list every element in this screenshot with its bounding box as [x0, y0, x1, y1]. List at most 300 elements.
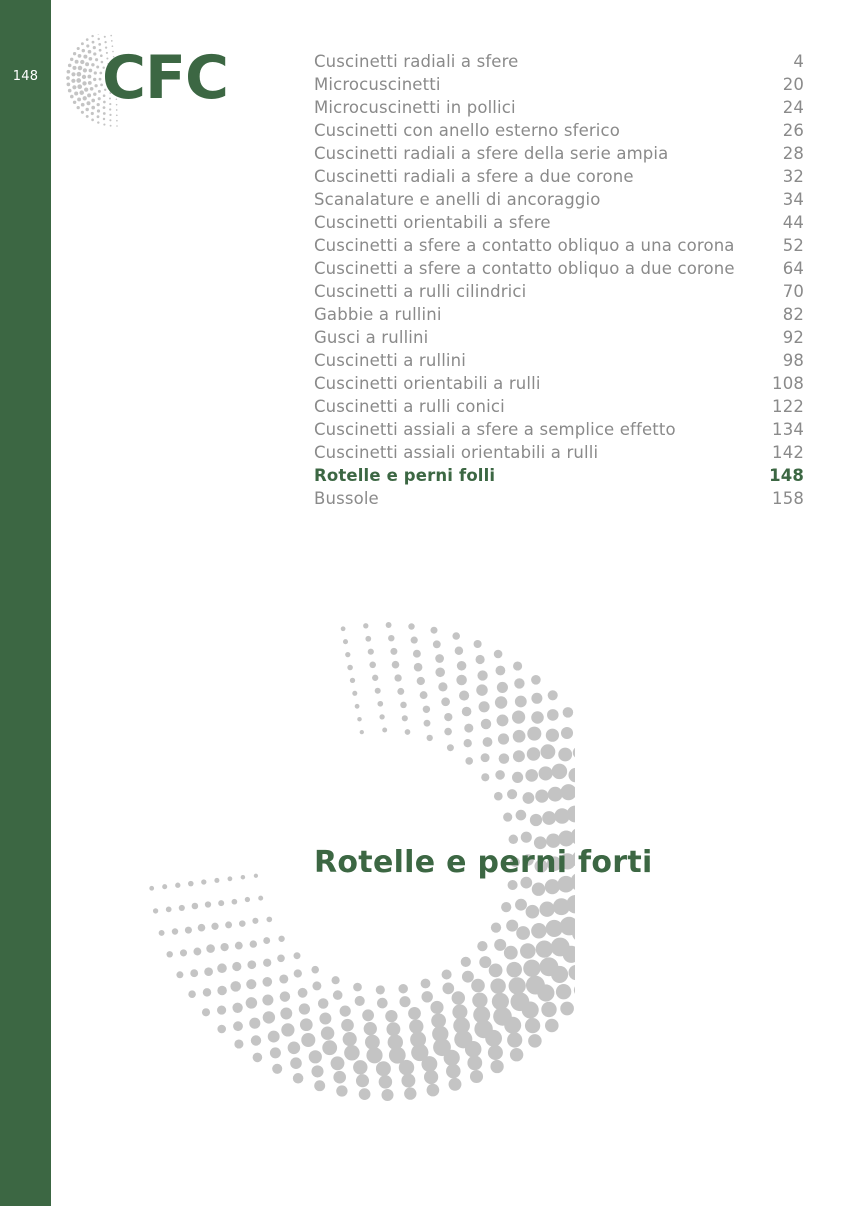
toc-entry[interactable] — [314, 188, 804, 211]
halftone-dot — [514, 678, 524, 688]
halftone-dot — [228, 876, 233, 881]
halftone-dot — [397, 688, 404, 695]
logo-dot — [97, 115, 100, 118]
toc-entry[interactable] — [314, 234, 804, 257]
halftone-dot — [202, 1008, 210, 1016]
toc-entry[interactable] — [314, 464, 804, 487]
toc-entry-page: 148 — [769, 466, 804, 485]
halftone-dot — [530, 814, 542, 826]
halftone-dot — [495, 696, 507, 708]
toc-entry-title: Cuscinetti a rulli cilindrici — [314, 282, 527, 301]
logo-dot — [82, 75, 86, 79]
halftone-dot — [507, 789, 517, 799]
logo-dot — [82, 81, 86, 85]
toc-entry-page: 122 — [772, 397, 804, 416]
halftone-dot — [545, 879, 560, 894]
logo-dot — [77, 72, 82, 77]
halftone-dot — [204, 967, 213, 976]
toc-entry[interactable] — [314, 119, 804, 142]
halftone-dot — [488, 1045, 503, 1060]
halftone-dot — [309, 1050, 322, 1063]
halftone-dot — [447, 744, 454, 751]
halftone-dot — [343, 1032, 357, 1046]
halftone-dot — [512, 772, 523, 783]
halftone-dot — [333, 1071, 346, 1084]
halftone-dot — [479, 701, 490, 712]
halftone-dot — [359, 1088, 371, 1100]
halftone-dot — [263, 1011, 275, 1023]
halftone-dot — [531, 675, 541, 685]
logo-dot — [97, 121, 99, 123]
logo-dot — [103, 118, 105, 120]
halftone-dot — [452, 632, 460, 640]
halftone-dot — [180, 949, 187, 956]
halftone-dot — [251, 1035, 261, 1045]
halftone-dot — [249, 1018, 260, 1029]
halftone-dot — [402, 715, 408, 721]
logo-dot — [86, 101, 90, 105]
halftone-dot — [560, 784, 575, 800]
halftone-dot — [340, 1006, 351, 1017]
halftone-dot — [561, 727, 573, 739]
halftone-dot — [336, 1085, 347, 1096]
halftone-dot — [503, 813, 512, 822]
halftone-dot — [206, 944, 215, 953]
halftone-dot — [558, 748, 572, 762]
halftone-dot — [232, 962, 241, 971]
logo-dot — [89, 69, 93, 73]
logo-dot — [93, 52, 96, 55]
halftone-dot — [470, 1070, 483, 1083]
halftone-dot — [427, 1084, 440, 1097]
halftone-dot — [379, 1075, 393, 1089]
halftone-dot — [444, 728, 452, 736]
halftone-dot — [421, 979, 431, 989]
toc-entry-page: 4 — [793, 52, 804, 71]
halftone-dot — [446, 1064, 461, 1079]
halftone-dot — [506, 962, 522, 978]
halftone-dot — [556, 984, 571, 999]
logo-dot — [91, 112, 94, 115]
halftone-dot — [498, 733, 509, 744]
toc-entry-title: Cuscinetti con anello esterno sferico — [314, 121, 621, 140]
halftone-dot — [540, 744, 555, 759]
halftone-dot — [288, 1042, 301, 1055]
toc-entry[interactable] — [314, 487, 804, 510]
halftone-dot — [394, 674, 401, 681]
halftone-dot — [504, 946, 518, 960]
halftone-dot — [521, 832, 532, 843]
halftone-dot — [281, 1023, 294, 1036]
halftone-dot — [381, 1089, 393, 1101]
halftone-dot — [442, 983, 454, 995]
halftone-dot — [386, 622, 392, 628]
halftone-dot — [166, 951, 172, 957]
halftone-dot — [548, 690, 558, 700]
halftone-dot — [464, 724, 473, 733]
halftone-dot — [411, 637, 418, 644]
halftone-dot — [525, 1018, 540, 1033]
logo-dot — [84, 87, 88, 91]
halftone-dot — [457, 661, 467, 671]
halftone-dot — [513, 750, 525, 762]
toc-entry-page: 28 — [782, 144, 804, 163]
halftone-dot — [464, 739, 472, 747]
halftone-dot — [508, 880, 518, 890]
toc-entry[interactable] — [314, 372, 804, 395]
logo-dot — [91, 106, 95, 110]
toc-entry[interactable] — [314, 96, 804, 119]
toc-entry[interactable] — [314, 73, 804, 96]
halftone-dot — [539, 902, 554, 917]
halftone-dot — [311, 966, 319, 974]
halftone-dot — [234, 1039, 243, 1048]
logo-dot — [77, 97, 81, 101]
logo-dot — [96, 66, 99, 69]
halftone-dot — [266, 917, 272, 923]
logo-dot — [104, 36, 106, 38]
logo-dot — [103, 124, 105, 126]
logo-dot — [111, 40, 113, 42]
logo-dot — [116, 114, 118, 116]
halftone-dot — [279, 974, 288, 983]
toc-entry-title: Rotelle e perni folli — [314, 466, 496, 485]
halftone-dot — [516, 926, 530, 940]
logo-dot — [109, 114, 111, 116]
halftone-dot — [531, 923, 546, 938]
cfc-logo — [58, 34, 233, 138]
toc-entry-page: 134 — [772, 420, 804, 439]
toc-entry-title: Cuscinetti radiali a sfere a due corone — [314, 167, 634, 186]
halftone-dot — [421, 1056, 437, 1072]
halftone-dot — [541, 1002, 556, 1017]
halftone-dot — [179, 905, 185, 911]
halftone-dot — [471, 979, 485, 993]
halftone-dot — [262, 977, 272, 987]
halftone-dot — [433, 640, 441, 648]
halftone-dot — [399, 996, 410, 1007]
halftone-dot — [510, 1048, 523, 1061]
halftone-dot — [345, 652, 350, 657]
logo-dot — [88, 50, 92, 54]
toc-entry[interactable] — [314, 395, 804, 418]
halftone-dot — [153, 908, 158, 913]
halftone-dot — [247, 960, 256, 969]
halftone-dot — [401, 1074, 415, 1088]
halftone-dot — [430, 1001, 443, 1014]
halftone-dot — [280, 991, 290, 1001]
halftone-dot — [523, 792, 535, 804]
halftone-dot — [375, 688, 381, 694]
halftone-dot — [438, 682, 447, 691]
logo-dot — [76, 78, 81, 83]
halftone-dot — [494, 650, 503, 659]
logo-dot — [75, 60, 79, 64]
logo-dot — [97, 38, 99, 40]
toc-entry-title: Cuscinetti assiali a sfere a semplice effetto — [314, 420, 676, 439]
toc-entry[interactable] — [314, 280, 804, 303]
halftone-dot — [542, 811, 556, 825]
halftone-dot — [366, 1047, 382, 1063]
halftone-dot — [408, 623, 414, 629]
logo-dot — [68, 89, 72, 93]
toc-entry-title: Cuscinetti radiali a sfere della serie ampia — [314, 144, 669, 163]
halftone-dot — [220, 943, 228, 951]
halftone-dot — [353, 983, 362, 992]
halftone-dot — [479, 956, 491, 968]
toc-entry-page: 52 — [782, 236, 804, 255]
halftone-dot — [357, 717, 362, 722]
halftone-dot — [278, 936, 284, 942]
halftone-dot — [376, 985, 385, 994]
toc-entry-title: Cuscinetti orientabili a sfere — [314, 213, 551, 232]
halftone-dot — [246, 979, 256, 989]
halftone-dot — [294, 952, 301, 959]
halftone-dot — [481, 719, 491, 729]
halftone-dot — [385, 1010, 397, 1022]
halftone-dot — [465, 1041, 482, 1058]
halftone-dot — [442, 969, 452, 979]
toc-entry-title: Microcuscinetti — [314, 75, 441, 94]
halftone-dot — [560, 1002, 574, 1016]
halftone-dot — [456, 675, 467, 686]
halftone-dot — [427, 735, 433, 741]
halftone-dot — [495, 770, 505, 780]
logo-dot — [89, 57, 93, 61]
halftone-dot — [506, 920, 518, 932]
halftone-dot — [198, 924, 206, 932]
halftone-dot — [465, 757, 473, 765]
halftone-dot — [452, 991, 465, 1004]
halftone-dot — [322, 1040, 337, 1055]
halftone-dot — [494, 792, 503, 801]
toc-entry[interactable] — [314, 441, 804, 464]
halftone-dot — [314, 1080, 325, 1091]
toc-entry-title: Scanalature e anelli di ancoraggio — [314, 190, 601, 209]
halftone-dot — [490, 978, 505, 993]
halftone-dot — [499, 753, 510, 764]
halftone-dot — [461, 957, 471, 967]
halftone-dot — [462, 707, 472, 717]
halftone-dot — [491, 922, 501, 932]
halftone-dot — [270, 1047, 281, 1058]
halftone-dot — [162, 884, 167, 889]
logo-dot — [70, 95, 74, 99]
halftone-dot — [424, 720, 431, 727]
halftone-dot — [217, 986, 227, 996]
halftone-dot — [318, 998, 329, 1009]
halftone-dot — [431, 1013, 446, 1028]
logo-dot — [67, 70, 71, 74]
halftone-dot — [441, 697, 450, 706]
logo-dot — [85, 108, 88, 111]
halftone-dot — [512, 710, 525, 723]
halftone-dot — [203, 988, 212, 997]
halftone-dot — [477, 670, 487, 680]
halftone-dot — [390, 648, 397, 655]
logo-dot — [87, 93, 91, 97]
halftone-dot — [332, 976, 340, 984]
logo-dot — [81, 42, 84, 45]
toc-entry[interactable] — [314, 211, 804, 234]
halftone-dot — [430, 627, 437, 634]
halftone-dot — [218, 900, 224, 906]
halftone-dot — [176, 971, 183, 978]
halftone-dot — [563, 707, 574, 718]
logo-dot — [90, 87, 94, 91]
halftone-dot — [408, 1007, 421, 1020]
halftone-dot — [193, 948, 201, 956]
halftone-dot — [319, 1013, 331, 1025]
toc-entry-title: Gusci a rullini — [314, 328, 429, 347]
logo-dot — [77, 84, 82, 89]
logo-dot — [74, 91, 78, 95]
halftone-dot — [188, 881, 194, 887]
halftone-dot — [268, 1031, 280, 1043]
toc-entry[interactable] — [314, 50, 804, 73]
halftone-dot — [547, 709, 559, 721]
toc-entry[interactable] — [314, 257, 804, 280]
logo-dot — [110, 35, 112, 37]
halftone-dot — [363, 623, 368, 628]
halftone-dot — [388, 635, 394, 641]
halftone-dot — [252, 918, 258, 924]
toc-entry[interactable] — [314, 349, 804, 372]
logo-dot — [88, 81, 92, 85]
logo-dot — [110, 125, 112, 127]
toc-entry-title: Cuscinetti a sfere a contatto obliquo a una corona — [314, 236, 735, 255]
logo-dot — [95, 58, 98, 61]
logo-dot — [91, 99, 95, 103]
halftone-dot — [413, 650, 421, 658]
toc-entry[interactable] — [314, 165, 804, 188]
toc-entry-title: Cuscinetti a sfere a contatto obliquo a due corone — [314, 259, 735, 278]
logo-dot — [87, 75, 91, 79]
halftone-dot — [526, 905, 540, 919]
halftone-dot — [175, 883, 180, 888]
halftone-dot — [552, 764, 568, 780]
toc-entry-page: 92 — [782, 328, 804, 347]
logo-dot — [116, 125, 118, 127]
halftone-dot — [417, 677, 425, 685]
toc-entry-title: Bussole — [314, 489, 379, 508]
toc-entry-page: 26 — [782, 121, 804, 140]
halftone-dot — [481, 753, 490, 762]
halftone-dot — [356, 1074, 369, 1087]
halftone-dot — [172, 928, 178, 934]
halftone-dot — [494, 939, 506, 951]
halftone-dot — [299, 1003, 310, 1014]
halftone-dot — [507, 1032, 522, 1047]
logo-dot — [71, 72, 75, 76]
toc-entry-page: 44 — [782, 213, 804, 232]
halftone-dot — [341, 626, 346, 631]
toc-entry[interactable] — [314, 303, 804, 326]
halftone-dot — [217, 1025, 226, 1034]
halftone-dot — [515, 899, 527, 911]
logo-dot — [99, 78, 102, 81]
logo-dot — [68, 64, 72, 68]
toc-entry-title: Cuscinetti a rulli conici — [314, 397, 505, 416]
halftone-dot — [250, 940, 257, 947]
toc-entry-page: 142 — [772, 443, 804, 462]
logo-dot — [97, 109, 100, 112]
halftone-dot — [333, 990, 343, 1000]
halftone-dot — [531, 693, 542, 704]
logo-text: CFC — [102, 43, 229, 113]
halftone-dot — [166, 907, 172, 913]
halftone-dot — [369, 662, 376, 669]
halftone-dot — [501, 902, 511, 912]
halftone-dot — [539, 766, 553, 780]
sidebar-band — [0, 0, 51, 1206]
halftone-dot — [379, 714, 384, 719]
toc-entry[interactable] — [314, 142, 804, 165]
logo-dot — [109, 119, 111, 121]
logo-dot — [98, 90, 101, 93]
halftone-dot — [254, 874, 258, 878]
halftone-dot — [272, 1064, 282, 1074]
halftone-dot — [409, 1019, 423, 1033]
halftone-dot — [504, 1017, 521, 1034]
halftone-dot — [301, 1033, 315, 1047]
logo-dot — [91, 119, 94, 122]
logo-dot — [72, 85, 76, 89]
halftone-dot — [360, 730, 364, 734]
halftone-dot — [372, 675, 378, 681]
halftone-dot — [159, 930, 165, 936]
logo-dot — [91, 63, 94, 66]
toc-entry[interactable] — [314, 418, 804, 441]
halftone-dot — [188, 990, 196, 998]
toc-entry[interactable] — [314, 326, 804, 349]
halftone-dot — [483, 737, 493, 747]
toc-entry-page: 32 — [782, 167, 804, 186]
halftone-dot — [262, 994, 273, 1005]
halftone-dot — [321, 1026, 334, 1039]
page-number: 148 — [12, 69, 39, 84]
halftone-dot — [253, 1053, 263, 1063]
halftone-dot — [343, 639, 348, 644]
halftone-dot — [472, 993, 487, 1008]
toc-entry-title: Cuscinetti a rullini — [314, 351, 466, 370]
halftone-dot — [355, 996, 365, 1006]
logo-dot — [82, 49, 85, 52]
halftone-dot — [190, 969, 198, 977]
logo-dot — [85, 62, 89, 66]
halftone-dot — [392, 661, 400, 669]
halftone-dot — [258, 896, 263, 901]
halftone-dot — [350, 678, 355, 683]
logo-dot — [77, 106, 80, 109]
halftone-dot — [481, 773, 489, 781]
logo-dot — [73, 52, 76, 55]
logo-dot — [86, 115, 89, 118]
halftone-dot — [467, 1056, 482, 1071]
halftone-dot — [355, 704, 360, 709]
halftone-dot — [462, 971, 474, 983]
logo-dot — [71, 79, 75, 83]
toc-entry-page: 64 — [782, 259, 804, 278]
halftone-dot — [245, 897, 250, 902]
halftone-dot — [520, 943, 536, 959]
logo-dot — [78, 66, 83, 71]
halftone-dot — [509, 977, 526, 994]
halftone-dot — [537, 984, 554, 1001]
halftone-dot — [365, 636, 371, 642]
halftone-dot — [497, 682, 508, 693]
logo-dot — [94, 71, 97, 74]
